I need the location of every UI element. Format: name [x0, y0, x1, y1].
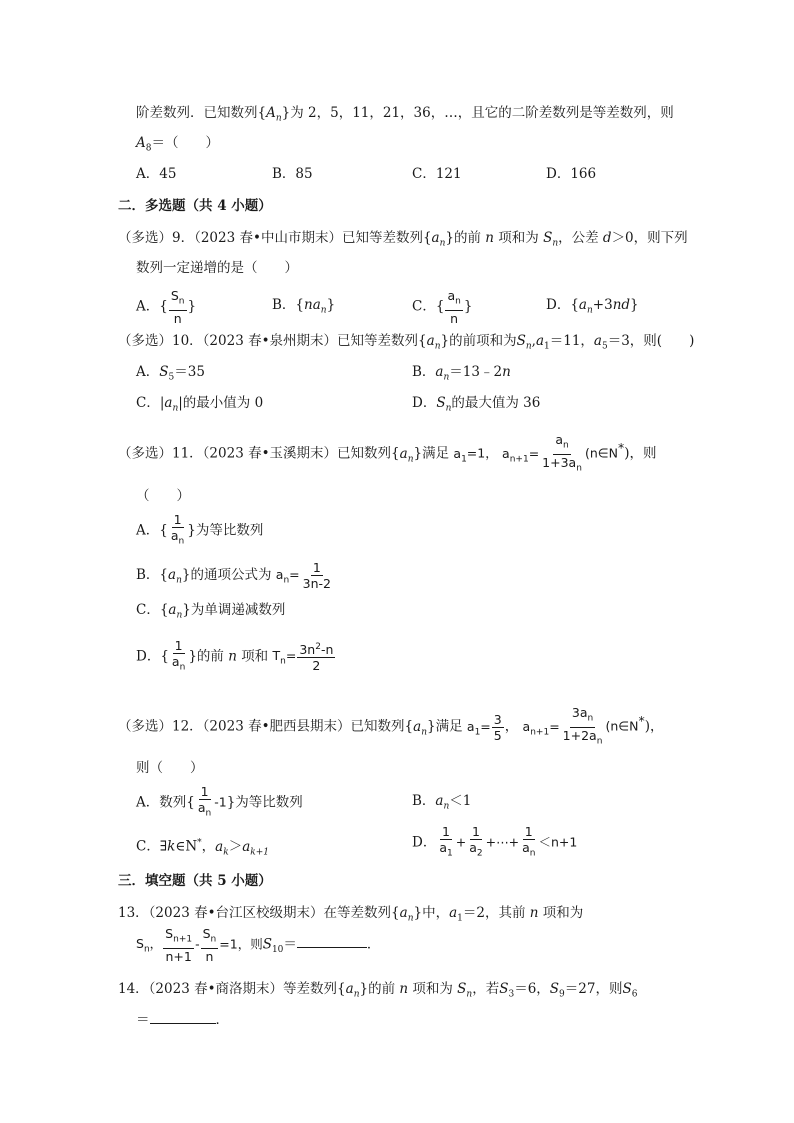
q10-option-b[interactable]: B．$a_n=13﹣2n$ [412, 364, 511, 383]
q11-option-c[interactable]: C．$\{a_n\}$为单调递减数列 [136, 602, 286, 621]
q11-option-a[interactable]: A．{ $\frac{1}{a_n}$ }为等比数列 [136, 512, 264, 547]
q9-option-d[interactable]: D．$\{a_n+3nd\}$ [546, 297, 639, 316]
q9-line2: 数列一定递增的是（ ） [136, 260, 298, 276]
q13-answer-blank[interactable] [297, 933, 367, 948]
q12-option-a[interactable]: A．数列{ $\frac{1}{a_n}$ -1}为等比数列 [136, 784, 303, 819]
q12-option-c[interactable]: C．∃k∈N*，$a_k>a_{k+1}$ [136, 838, 269, 858]
q11-line1: （多选）11．（2023 春•玉溪期末）已知数列$\{a_n\}$满足 $a_1=1$， $a_{n+1}=$ $\frac{a_n}{1+3a_n}$ (n∈N*)，则 [118, 432, 657, 473]
q12-option-d[interactable]: D． $\frac{1}{a_1}$ + $\frac{1}{a_2}$ +⋯+ $\frac{1}{a_n}$ ＜n+1 [412, 824, 578, 859]
q14-answer-blank[interactable] [150, 1009, 216, 1024]
section-2-heading: 二．多选题（共 4 小题） [118, 198, 272, 214]
q10-option-c[interactable]: C．$|a_n|$的最小值为 0 [136, 395, 264, 414]
q11-option-d[interactable]: D．{ $\frac{1}{a_n}$ }的前 n 项和 $T_n=$ $\frac{3n^2-n}{2}$ [136, 638, 334, 674]
q14-line2: ＝ ． [136, 1009, 229, 1030]
q8-option-d[interactable]: D．166 [546, 166, 597, 182]
q8-line1: 阶差数列．已知数列$\{A_n\}$为 2，5，11，21，36，…，且它的二阶差数列是等差数列，则 [136, 105, 674, 124]
q10-option-d[interactable]: D．$S_n$的最大值为 36 [412, 395, 541, 414]
q11-option-b[interactable]: B．$\{a_n\}$的通项公式为 $a_n=$ $\frac{1}{3n-2}$ [136, 560, 331, 591]
q11-line2: （ ） [136, 488, 190, 504]
q10-option-a[interactable]: A．$S_5=35$ [136, 364, 205, 383]
q8-option-a[interactable]: A．45 [136, 166, 177, 182]
q13-line2: $S_n$， $\frac{S_{n+1}}{n+1}$ - $\frac{S_n}{n}$ =1，则$S_{10}=$ ． [136, 926, 381, 964]
section-3-heading: 三．填空题（共 5 小题） [118, 873, 272, 889]
q8-option-b[interactable]: B．85 [272, 166, 313, 182]
q9-option-a[interactable]: A．{ $\frac{S_n}{n}$ } [136, 288, 197, 326]
q12-line2: 则（ ） [136, 760, 204, 776]
q10-line1: （多选）10．（2023 春•泉州期末）已知等差数列$\{a_n\}$的前项和为$S_n,a_1=11$，$a_5=3$，则( ) [118, 333, 695, 352]
q9-option-c[interactable]: C．{ $\frac{a_n}{n}$ } [412, 288, 473, 326]
q9-option-b[interactable]: B．$\{na_n\}$ [272, 297, 336, 316]
q8-line2: $A_8=$（ ） [136, 135, 219, 154]
q13-line1: 13．（2023 春•台江区校级期末）在等差数列$\{a_n\}$中，$a_1=2$，其前 n 项和为 [118, 905, 584, 924]
q12-line1: （多选）12．（2023 春•肥西县期末）已知数列$\{a_n\}$满足 $a_1=$ $\frac{3}{5}$ ， $a_{n+1}=$ $\frac{3a_n}{1+2a_n}$ (n∈N*)， [118, 705, 664, 746]
q9-line1: （多选）9．（2023 春•中山市期末）已知等差数列$\{a_n\}$的前 n 项和为 $S_n$，公差 d＞0，则下列 [118, 230, 688, 249]
q14-line1: 14．（2023 春•商洛期末）等差数列$\{a_n\}$的前 n 项和为 $S_n$，若$S_3=6$，$S_9=27$，则$S_6$ [118, 981, 638, 1000]
q8-option-c[interactable]: C．121 [412, 166, 462, 182]
q12-option-b[interactable]: B．$a_n<1$ [412, 793, 472, 812]
